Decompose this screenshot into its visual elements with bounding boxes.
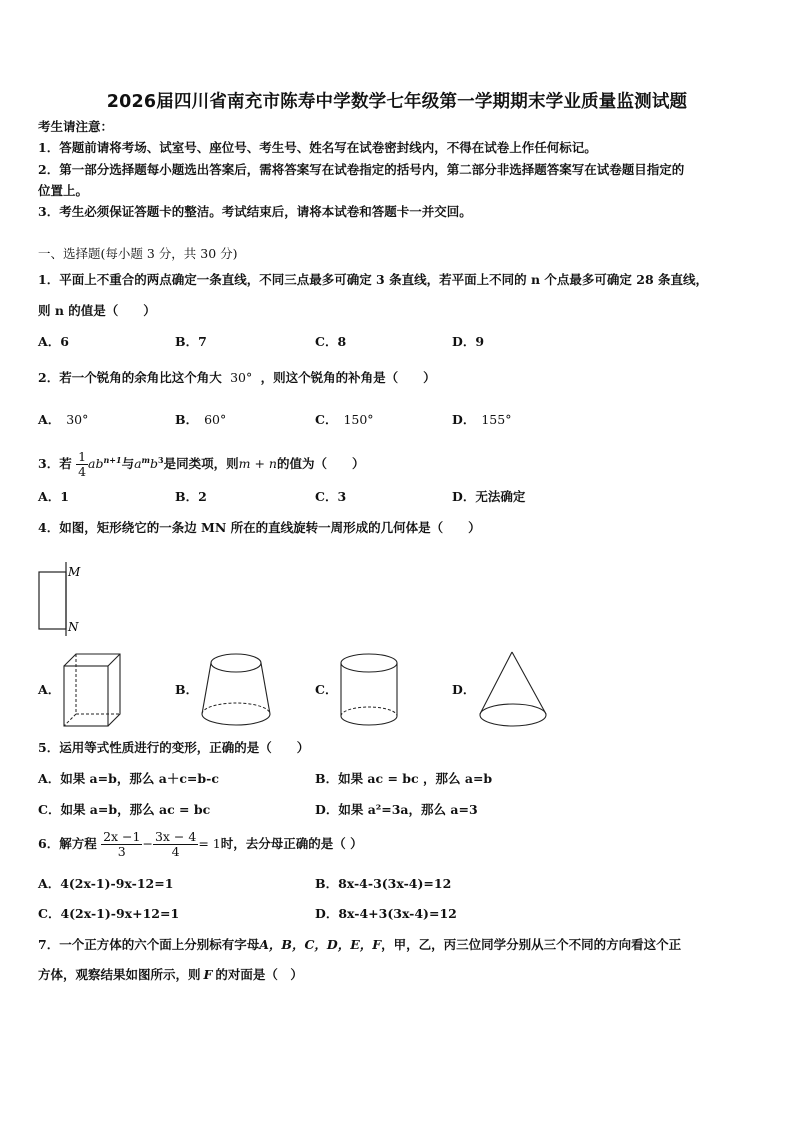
q3-fraction	[76, 450, 88, 479]
q3-option-b: B．2	[175, 489, 207, 504]
cuboid-front	[64, 666, 108, 726]
q3-frac-den: 4	[78, 464, 87, 480]
cuboid-hidden-edge	[64, 714, 76, 726]
q2-option-c-label: C．	[315, 412, 338, 427]
q7-stem-line1	[38, 937, 681, 953]
q3-term2-b-exp: 3	[158, 455, 164, 465]
q1-option-a: A．6	[38, 334, 69, 349]
notice-item-2: 2．第一部分选择题每小题选出答案后，需将答案写在试卷指定的括号内，第二部分非选择题答案写在试卷题目指定的	[38, 162, 685, 177]
q1-option-c: C．8	[315, 334, 347, 349]
cone-figure	[476, 648, 552, 732]
q6-prefix: 6．解方程	[38, 836, 97, 851]
q2-option-a	[38, 412, 88, 428]
q7-line2-b: 的对面是（ ）	[215, 967, 303, 982]
q6-suffix: 时，去分母正确的是（ ）	[220, 836, 363, 851]
q7-stem-line2	[38, 967, 303, 983]
q3-mid: 是同类项，则	[163, 456, 239, 472]
q3-expr: m + n	[238, 456, 277, 472]
cylinder-bottom-front	[341, 716, 397, 725]
q5-option-c: C．如果 a=b，那么 ac = bc	[38, 802, 211, 817]
q7-letter-f: F	[203, 967, 213, 982]
q1-stem-line1: 1．平面上不重合的两点确定一条直线，不同三点最多可确定 3 条直线，若平面上不同的 n 个点最多可确定 28 条直线，	[38, 272, 708, 287]
q6-f1-den: 3	[117, 844, 126, 859]
q7-line1-a: 7．一个正方体的六个面上分别标有字母	[38, 937, 260, 952]
q1-option-d: D．9	[452, 334, 485, 349]
label-n: N	[68, 620, 79, 634]
q4-option-b: B．	[175, 682, 199, 697]
q4-option-d: D．	[452, 682, 476, 697]
q4-rectangle-figure	[30, 558, 90, 638]
q3-prefix: 3．若	[38, 456, 72, 472]
q6-f2-num: 3x − 4	[154, 829, 197, 844]
q3-term2-a-exp: m	[141, 455, 151, 465]
frustum-side-right	[261, 663, 270, 714]
cone-side-right	[512, 652, 546, 714]
q2-option-b-value: 60°	[204, 412, 227, 427]
q6-f1-num: 2x −1	[103, 829, 141, 844]
q2-option-c	[315, 412, 374, 428]
q4-option-c: C．	[315, 682, 338, 697]
q6-equals: = 1	[198, 836, 221, 851]
notice-heading: 考生请注意：	[38, 119, 114, 134]
q6-minus: −	[142, 836, 153, 851]
frustum-bottom-back	[202, 703, 270, 714]
q2-option-a-value: 30°	[66, 412, 89, 427]
page-title: 2026届四川省南充市陈寿中学数学七年级第一学期期末学业质量监测试题	[106, 92, 688, 112]
cuboid-back-edges	[64, 654, 120, 726]
q7-line1-b: ，甲，乙，丙三位同学分别从三个不同的方向看这个正	[381, 937, 682, 952]
q3-frac-num: 1	[78, 449, 87, 465]
cuboid-hidden-edges	[76, 654, 120, 714]
cylinder-top	[341, 654, 397, 672]
q4-option-a: A．	[38, 682, 61, 697]
q2-option-c-value: 150°	[343, 412, 374, 427]
q6-fraction-1	[101, 830, 142, 859]
q2-angle: 30°	[230, 370, 253, 385]
q5-stem: 5．运用等式性质进行的变形，正确的是（ ）	[38, 740, 310, 755]
cuboid-edge	[108, 654, 120, 666]
q5-option-d: D．如果 a²=3a，那么 a=3	[315, 802, 478, 817]
q2-stem	[38, 370, 436, 386]
q2-option-b	[175, 412, 226, 428]
q2-prefix: 2．若一个锐角的余角比这个角大	[38, 370, 222, 385]
cuboid-figure	[60, 650, 126, 730]
cylinder-bottom-back	[341, 707, 397, 716]
frustum-top	[211, 654, 261, 672]
q2-option-a-label: A．	[38, 412, 61, 427]
q3-option-a: A．1	[38, 489, 69, 504]
q3-suffix: 的值为（ ）	[276, 456, 365, 472]
notice-item-3: 3．考生必须保证答题卡的整洁。考试结束后，请将本试卷和答题卡一并交回。	[38, 204, 472, 219]
rectangle-shape	[39, 572, 66, 629]
q6-option-a: A．4(2x-1)-9x-12=1	[38, 876, 174, 891]
notice-item-1: 1．答题前请将考场、试室号、座位号、考生号、姓名写在试卷密封线内，不得在试卷上作任何标记。	[38, 140, 597, 155]
q6-option-d: D．8x-4+3(3x-4)=12	[315, 906, 457, 921]
section-heading: 一、选择题(每小题 3 分，共 30 分)	[38, 246, 238, 261]
q3-term1-exp: n+1	[103, 455, 122, 465]
q6-f2-den: 4	[171, 844, 180, 859]
q3-option-d: D．无法确定	[452, 489, 526, 504]
frustum-bottom-front	[202, 714, 270, 725]
q7-line2-a: 方体，观察结果如图所示，则	[38, 967, 201, 982]
cylinder-figure	[336, 650, 402, 732]
q2-option-b-label: B．	[175, 412, 199, 427]
q2-suffix: ，则这个锐角的补角是（ ）	[260, 370, 436, 385]
q2-option-d-label: D．	[452, 412, 476, 427]
label-m: M	[68, 565, 81, 579]
frustum-side-left	[202, 663, 211, 714]
q7-letters: A，B，C，D，E，F	[259, 937, 382, 952]
q2-option-d	[452, 412, 511, 428]
q6-stem	[38, 829, 363, 859]
q1-stem-line2: 则 n 的值是（ ）	[38, 303, 156, 318]
q3-term1: ab	[88, 456, 104, 472]
q3-option-c: C．3	[315, 489, 347, 504]
q5-option-a: A．如果 a=b，那么 a＋c=b-c	[38, 771, 219, 786]
q3-stem	[38, 445, 364, 479]
q3-term2-a: a	[134, 456, 142, 472]
cone-base	[480, 704, 546, 726]
frustum-figure	[198, 650, 274, 730]
q5-option-b: B．如果 ac = bc ，那么 a=b	[315, 771, 493, 786]
q1-option-b: B．7	[175, 334, 207, 349]
q6-fraction-2	[153, 830, 198, 859]
q2-option-d-value: 155°	[481, 412, 512, 427]
notice-item-2-cont: 位置上。	[38, 183, 89, 198]
q6-option-c: C．4(2x-1)-9x+12=1	[38, 906, 180, 921]
q4-stem: 4．如图，矩形绕它的一条边 MN 所在的直线旋转一周形成的几何体是（ ）	[38, 520, 481, 535]
q6-option-b: B．8x-4-3(3x-4)=12	[315, 876, 452, 891]
q3-term2-b: b	[150, 456, 159, 472]
q3-and: 与	[121, 456, 135, 472]
